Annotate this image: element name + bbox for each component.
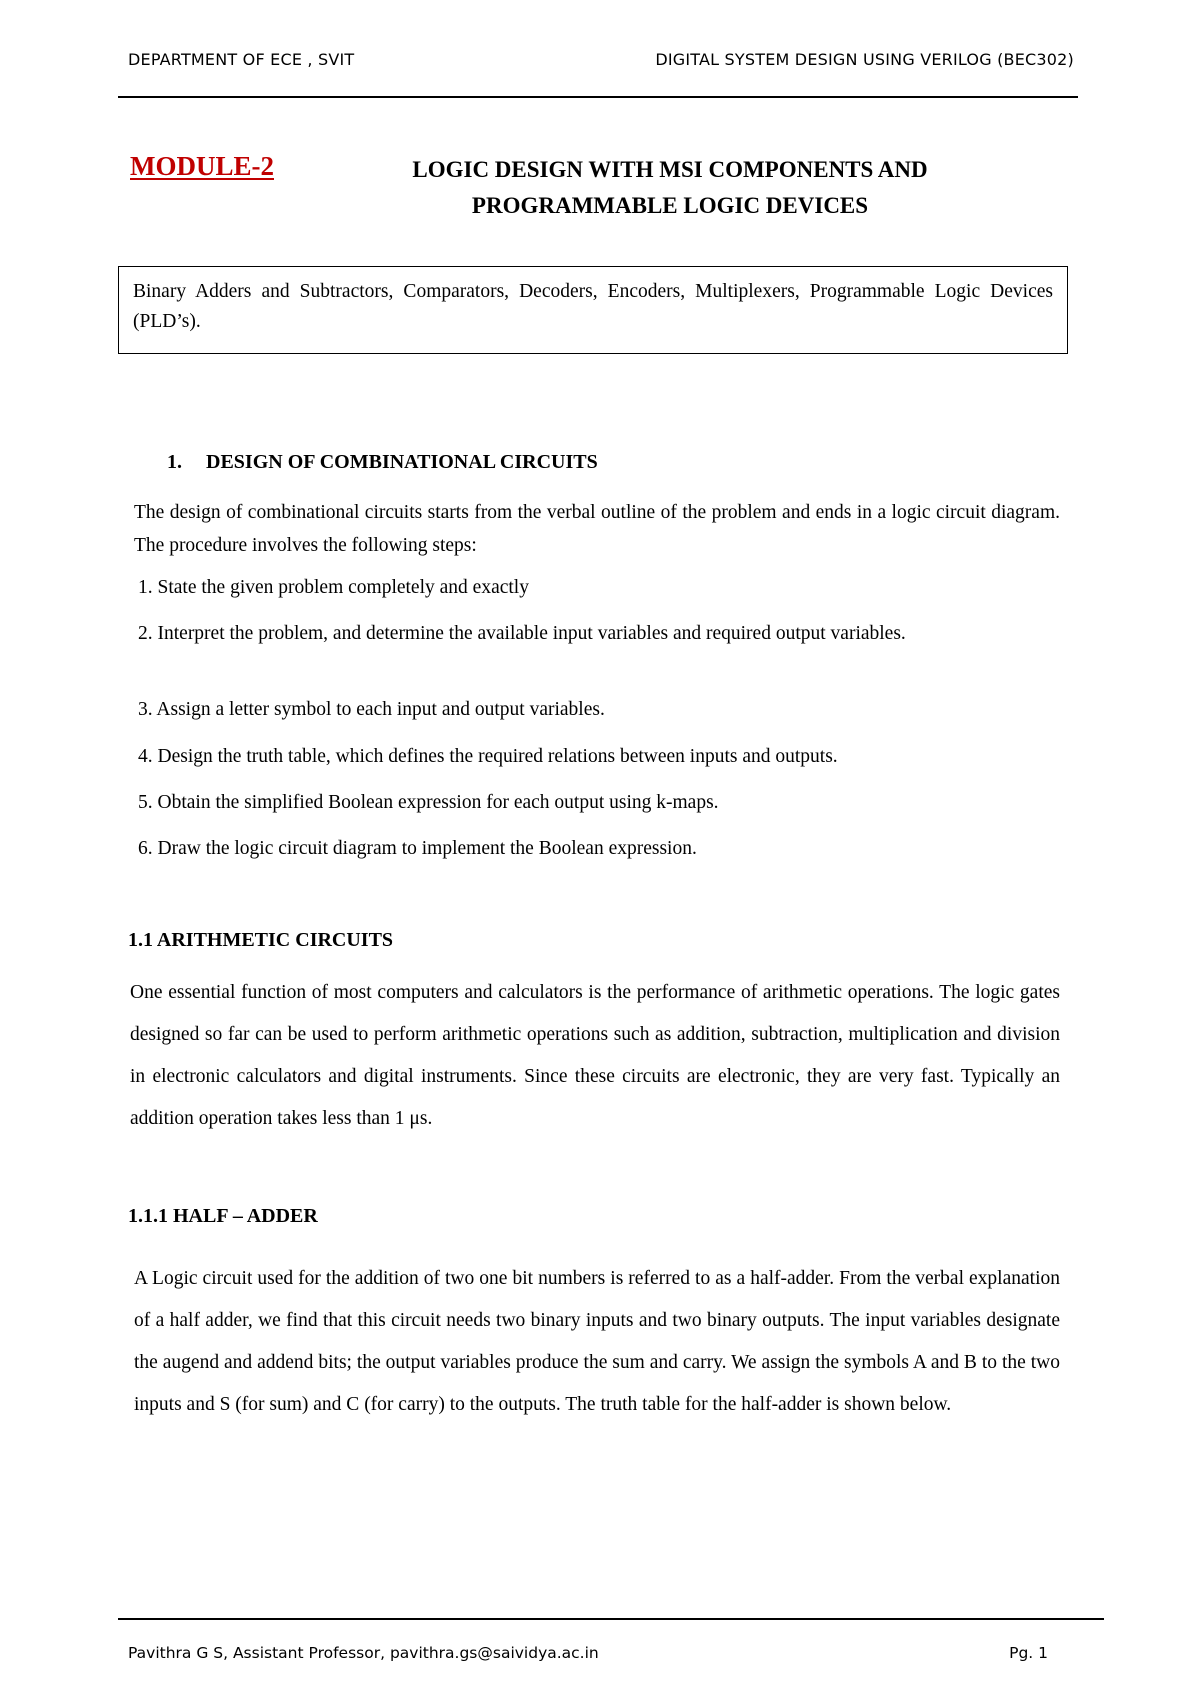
module-title-line-2: PROGRAMMABLE LOGIC DEVICES bbox=[471, 193, 869, 218]
section-1-1-1-body: A Logic circuit used for the addition of two one bit numbers is referred to as a half-adder. From the verbal explanation of a half adder, we find that this circuit needs two binary inputs and two binary outputs. The input variables designate the augend and addend bits; the output variables produce the sum and carry. We assign the symbols A and B to the two inputs and S (for sum) and C (for carry) to the outputs. The truth table for the half-adder is shown below. bbox=[134, 1268, 1060, 1415]
footer-author: Pavithra G S, Assistant Professor, pavithra.gs@saividya.ac.in bbox=[128, 1644, 599, 1662]
step-5: 5. Obtain the simplified Boolean expression for each output using k-maps. bbox=[138, 792, 719, 813]
header-department: DEPARTMENT OF ECE , SVIT bbox=[128, 50, 355, 69]
step-2: 2. Interpret the problem, and determine the available input variables and required output variables. bbox=[138, 623, 906, 644]
step-6: 6. Draw the logic circuit diagram to implement the Boolean expression. bbox=[138, 838, 697, 859]
section-1-number: 1. bbox=[167, 451, 182, 473]
section-1-1-body: One essential function of most computers and calculators is the performance of arithmetic operations. The logic gates designed so far can be used to perform arithmetic operations such as addition, subtraction, multiplication and division in electronic calculators and digital instruments. Since these circuits are electronic, they are very fast. Typically an addition operation takes less than 1 μs. bbox=[130, 982, 1060, 1129]
section-1-title: DESIGN OF COMBINATIONAL CIRCUITS bbox=[206, 451, 598, 473]
section-1-heading bbox=[167, 451, 598, 474]
section-1-1-1-heading: 1.1.1 HALF – ADDER bbox=[128, 1205, 318, 1227]
section-1-1-heading: 1.1 ARITHMETIC CIRCUITS bbox=[128, 929, 394, 951]
section-1-intro: The design of combinational circuits starts from the verbal outline of the problem and ends in a logic circuit diagram. The procedure involves the following steps: bbox=[134, 502, 1060, 556]
module-label: MODULE-2 bbox=[130, 151, 274, 181]
footer-rule bbox=[118, 1618, 1104, 1620]
module-summary-box: Binary Adders and Subtractors, Comparators, Decoders, Encoders, Multiplexers, Programmable Logic Devices (PLD’s). bbox=[118, 266, 1068, 354]
module-title bbox=[380, 152, 960, 224]
module-title-line-1: LOGIC DESIGN WITH MSI COMPONENTS AND bbox=[412, 157, 928, 182]
step-1: 1. State the given problem completely and exactly bbox=[138, 577, 529, 598]
footer-page-number: Pg. 1 bbox=[1009, 1644, 1048, 1662]
step-4: 4. Design the truth table, which defines the required relations between inputs and outputs. bbox=[138, 746, 838, 767]
header-rule bbox=[118, 96, 1078, 98]
step-3: 3. Assign a letter symbol to each input and output variables. bbox=[138, 699, 605, 720]
header-course-title: DIGITAL SYSTEM DESIGN USING VERILOG (BEC302) bbox=[655, 50, 1074, 69]
